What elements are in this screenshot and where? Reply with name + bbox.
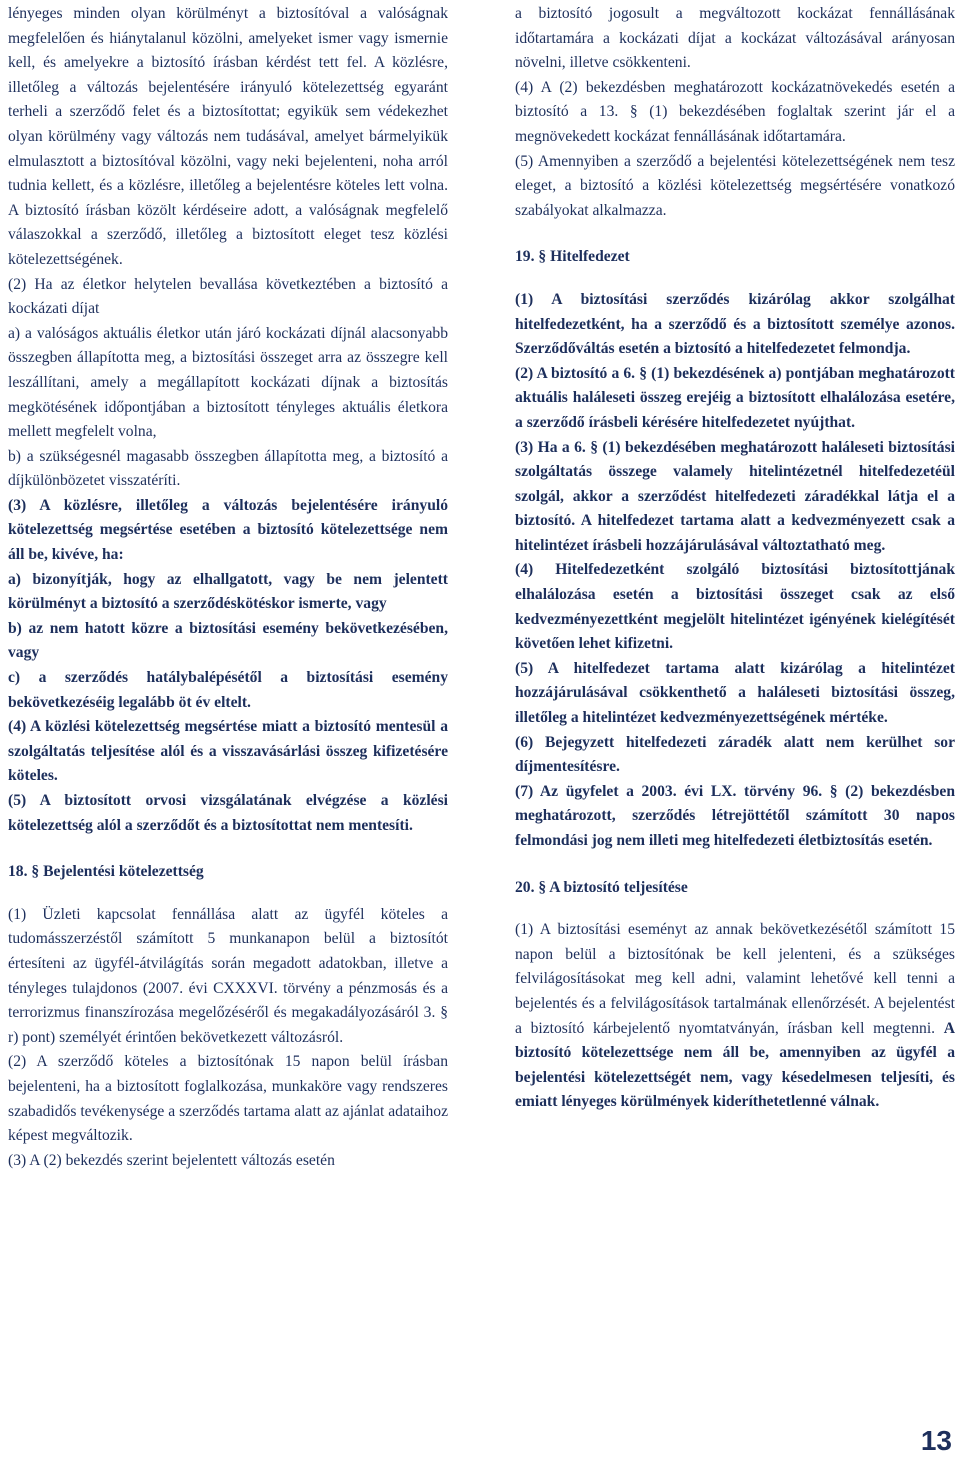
page-number: 13 [920,1425,952,1456]
paragraph: (6) Bejegyzett hitelfedezeti záradék alatt nem kerülhet sor díjmentesítésre. [515,733,955,776]
paragraph: a biztosító jogosult a megváltozott kockázat fennállásának időtartamára a kockázati díjat a kockázat változásával arányosan növelni, illetve csökkenteni. [515,5,955,72]
paragraph: (1) Üzleti kapcsolat fennállása alatt az ügyfél köteles a tudomásszerzéstől számított 5 munkanapon belül a biztosítót értesíteni az ügyfél-átvilágítás során megadott adatokban, illetve a tényleges tulajdonos (2007. évi CXXXVI. törvény a pénzmosás és a terrorizmus finanszírozása megelőzéséről és megakadályozásáról 3. § r) pont) személyét érintően bekövetkezett változásról. [8,905,448,1046]
section-heading-18: 18. § Bejelentési kötelezettség [8,863,204,881]
paragraph: a) a valóságos aktuális életkor után járó kockázati díjnál alacsonyabb összegben állapította meg, a biztosítási összeget arra az összegre kell leszállítani, amely a megállapított kockázati díjnak a biztosítás megkötésének időpontjában a biztosított tényleges aktuális életkora mellett megfelelt volna, [8,324,448,441]
paragraph: (4) A közlési kötelezettség megsértése miatt a biztosító mentesül a szolgáltatás teljesítése alól és a visszavásárlási összeg kifizetésére köteles. [8,718,448,785]
paragraph: b) a szükségesnél magasabb összegben állapította meg, a biztosító a díjkülönbözetet visszatéríti. [8,447,448,490]
right-column [515,2,955,1115]
paragraph: (2) A biztosító a 6. § (1) bekezdésének a) pontjában meghatározott aktuális haláleseti összeg erejéig a biztosított elhalálozása esetére, a szerződő írásbeli kérésére hitelfedezetet nyújthat. [515,364,955,431]
section-heading-19: 19. § Hitelfedezet [515,248,630,266]
paragraph: (3) A közlésre, illetőleg a változás bejelentésére irányuló kötelezettség megsértése esetében a biztosító kötelezettsége nem áll be, kivéve, ha: [8,496,448,564]
paragraph: (3) Ha a 6. § (1) bekezdésében meghatározott haláleseti biztosítási szolgáltatás összege valamely hitelintézetnél hitelfedezetéül szolgál, akkor a szerződést hitelfedezeti záradékkal látja el a biztosító. A hitelfedezet tartama alatt a kedvezményezett csak a hitelintézet írásbeli hozzájárulásával változtatható meg. [515,438,955,554]
paragraph: (5) A hitelfedezet tartama alatt kizárólag a hitelintézet hozzájárulásával csökkenthető a haláleseti biztosítási összeg, illetőleg a hitelintézet kedvezményezettségének mértéke. [515,659,955,727]
paragraph: (7) Az ügyfelet a 2003. évi LX. törvény 96. § (2) bekezdésben meghatározott, szerződés létrejöttétől számított 30 napos felmondási jog nem illeti meg hitelfedezeti életbiztosítás esetén. [515,782,955,849]
paragraph: (5) A biztosított orvosi vizsgálatának elvégzése a közlési kötelezettség alól a szerződőt és a biztosítottat nem mentesíti. [8,792,448,834]
paragraph: (1) A biztosítási szerződés kizárólag akkor szolgálhat hitelfedezetként, ha a szerződő és a biztosított személye azonos. Szerződőváltás esetén a biztosító a hitelfedezetet felmondja. [515,290,955,358]
paragraph: (5) Amennyiben a szerződő a bejelentési kötelezettségének nem tesz eleget, a biztosító a közlési kötelezettség megsértésére vonatkozó szabályokat alkalmazza. [515,152,955,219]
paragraph-text: (1) A biztosítási eseményt az annak bekövetkezésétől számított 15 napon belül a biztosítónak be kell jelenteni, és a szükséges felvilágosításokat meg kell adni, valamint lehetővé kell tenni a bejelentés és a felvilágosítások tartalmának ellenőrzését. A bejelentést a biztosító kárbejelentő nyomtatványán, írásban kell megtenni. [515,921,955,1037]
paragraph: (2) Ha az életkor helytelen bevallása következtében a biztosító a kockázati díjat [8,275,448,318]
paragraph: (3) A (2) bekezdés szerint bejelentett változás esetén [8,1151,335,1169]
section-heading-20: 20. § A biztosító teljesítése [515,878,688,896]
left-column [8,2,448,1173]
paragraph [515,918,955,1115]
paragraph: c) a szerződés hatálybalépésétől a biztosítási esemény bekövetkezéséig legalább öt év eltelt. [8,669,448,711]
paragraph-bold-text: A biztosító kötelezettsége nem áll be, amennyiben az ügyfél a bejelentési kötelezettségét nem, vagy késedelmesen teljesíti, és emiatt lényeges körülmények kideríthetetlenné válnak. [515,1019,955,1111]
paragraph: lényeges minden olyan körülményt a biztosítóval a valóságnak megfelelően és hiánytalanul közölni, amelyeket ismer vagy ismernie kell, és amelyekre a biztosító írásban kérdést tett fel. A közlésre, illetőleg a változás bejelentésére irányuló kötelezettség egyaránt terheli a szerződő felet és a biztosítottat; egyikük sem védekezhet olyan körülmény vagy változás nem tudásával, amelyet bármelyikük elmulasztott a biztosítóval közölni, vagy neki bejelenteni, noha arról tudnia kellett, és a közlésre, illetőleg a bejelentésre köteles lett volna. A biztosító írásban közölt kérdéseire adott, a valóságnak megfelelő válaszokkal a szerződő, illetőleg a biztosított eleget tesz közlési kötelezettségének. [8,5,448,268]
paragraph: a) bizonyítják, hogy az elhallgatott, vagy be nem jelentett körülményt a biztosító a szerződéskötéskor ismerte, vagy [8,570,448,613]
paragraph: (4) Hitelfedezetként szolgáló biztosítási biztosítottjának elhalálozása esetén a biztosítási összeget csak az első kedvezményezettként megjelölt hitelintézet igényének kielégítését követően lehet kifizetni. [515,561,955,653]
paragraph: b) az nem hatott közre a biztosítási esemény bekövetkezésében, vagy [8,619,448,662]
paragraph: (4) A (2) bekezdésben meghatározott kockázatnövekedés esetén a biztosító a 13. § (1) bekezdésében foglaltak szerint jár el a megnövekedett kockázat fennállásának időtartamára. [515,78,955,145]
paragraph: (2) A szerződő köteles a biztosítónak 15 napon belül írásban bejelenteni, ha a biztosított foglalkozása, munkaköre vagy rendszeres szabadidős tevékenysége a szerződés tartama alatt az ajánlat adataihoz képest megváltozik. [8,1053,448,1145]
